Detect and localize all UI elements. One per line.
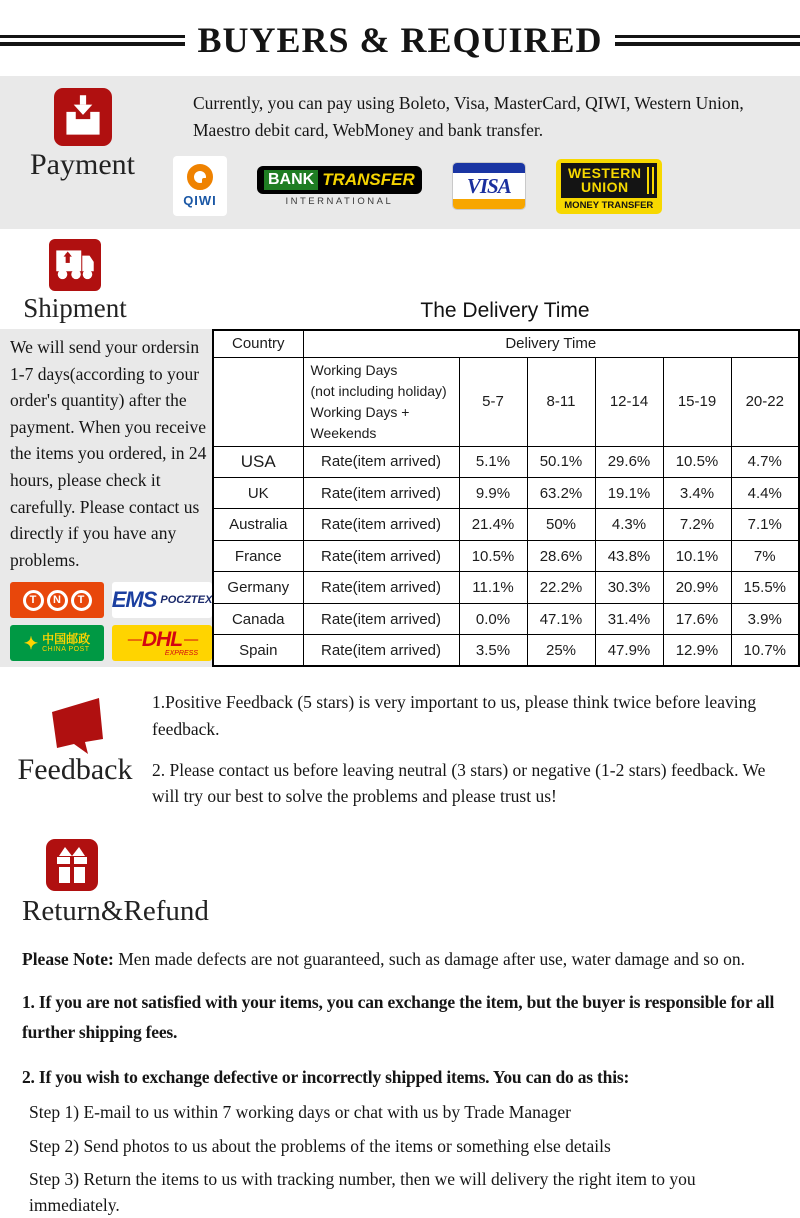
rate-value-cell: 3.9% xyxy=(731,603,799,634)
return-steps xyxy=(22,1100,780,1218)
rate-value-cell: 4.4% xyxy=(731,477,799,508)
payment-description: Currently, you can pay using Boleto, Visa, MasterCard, QIWI, Western Union, Maestro debit card, WebMoney and bank transfer. xyxy=(193,93,744,141)
rate-label-cell: Rate(item arrived) xyxy=(303,477,459,508)
rate-value-cell: 7% xyxy=(731,540,799,571)
return-step-2: Step 2) Send photos to us about the problems of the items or something else details xyxy=(29,1135,611,1156)
rate-label-cell: Rate(item arrived) xyxy=(303,635,459,667)
international-word: INTERNATIONAL xyxy=(285,195,394,207)
dhl-dash-icon: — xyxy=(127,631,140,647)
western-union-logo xyxy=(556,159,662,214)
rate-value-cell: 12.9% xyxy=(663,635,731,667)
visa-wordmark: VISA xyxy=(466,173,511,198)
dhl-wordmark: DHL xyxy=(141,628,183,652)
please-note-text: Men made defects are not guaranteed, such as damage after use, water damage and so on. xyxy=(113,949,746,970)
wu-bars-icon xyxy=(647,167,654,194)
shipment-header xyxy=(0,229,800,329)
bank-word: BANK xyxy=(264,170,318,190)
visa-orange-band xyxy=(453,199,525,209)
payment-content xyxy=(165,88,800,229)
feedback-section xyxy=(0,683,800,809)
country-cell: France xyxy=(213,540,303,571)
rate-value-cell: 15.5% xyxy=(731,572,799,603)
qiwi-logo xyxy=(173,156,227,216)
payment-left-column xyxy=(0,88,165,229)
wu-line1: WESTERN xyxy=(568,164,642,181)
tnt-letter: T xyxy=(23,590,44,611)
dhl-logo xyxy=(112,625,212,661)
delivery-time-table xyxy=(212,329,800,667)
rate-value-cell: 47.1% xyxy=(527,603,595,634)
pocztex-wordmark: POCZTEX xyxy=(160,594,212,607)
page-header xyxy=(0,16,800,64)
rate-value-cell: 3.5% xyxy=(459,635,527,667)
payment-label: Payment xyxy=(30,148,135,181)
please-note-label: Please Note: xyxy=(22,949,114,970)
qiwi-ring-icon xyxy=(187,164,213,190)
return-point-1: 1. If you are not satisfied with your items, you can exchange the item, but the buyer is responsible for all further shipping fees. xyxy=(22,991,775,1043)
bank-transfer-badge xyxy=(257,166,422,194)
download-tray-icon xyxy=(54,88,112,146)
rate-value-cell: 28.6% xyxy=(527,540,595,571)
rate-value-cell: 3.4% xyxy=(663,477,731,508)
truck-icon xyxy=(49,239,101,291)
rate-value-cell: 22.2% xyxy=(527,572,595,603)
header-double-rule-left xyxy=(0,35,185,46)
country-cell: Canada xyxy=(213,603,303,634)
china-post-emblem-icon: ✦ xyxy=(23,633,39,653)
tnt-letter: T xyxy=(71,590,92,611)
bank-transfer-logo xyxy=(257,166,422,207)
delivery-area xyxy=(0,329,800,667)
feedback-label: Feedback xyxy=(17,753,133,787)
rate-label-cell: Rate(item arrived) xyxy=(303,509,459,540)
country-cell: UK xyxy=(213,477,303,508)
rate-value-cell: 11.1% xyxy=(459,572,527,603)
payment-section xyxy=(0,76,800,229)
rate-value-cell: 4.3% xyxy=(595,509,663,540)
day-range-header: 5-7 xyxy=(459,357,527,446)
china-post-cn: 中国邮政 xyxy=(42,631,91,646)
country-cell: Australia xyxy=(213,509,303,540)
delivery-table-body xyxy=(213,446,799,666)
shipment-note-text: We will send your ordersin 1-7 days(according to your order's quantity) after the payment. When you receive the items you ordered, in 24 hours, please check it carefully. Please contact us directly if you have any problems. xyxy=(10,337,207,570)
rate-label-cell: Rate(item arrived) xyxy=(303,540,459,571)
shipment-note-panel xyxy=(0,329,212,667)
rate-value-cell: 10.1% xyxy=(663,540,731,571)
rate-label-cell: Rate(item arrived) xyxy=(303,603,459,634)
return-point-2: 2. If you wish to exchange defective or incorrectly shipped items. You can do as this: xyxy=(22,1066,630,1087)
please-note-line xyxy=(22,946,780,972)
rate-value-cell: 5.1% xyxy=(459,446,527,477)
feedback-content xyxy=(150,683,800,809)
shipment-left-column xyxy=(5,239,145,324)
wu-line2: UNION xyxy=(580,179,629,196)
feedback-bubble-icon xyxy=(44,695,106,759)
day-range-header: 20-22 xyxy=(731,357,799,446)
country-header: Country xyxy=(213,330,303,357)
table-row xyxy=(213,635,799,667)
table-row xyxy=(213,446,799,477)
rate-value-cell: 29.6% xyxy=(595,446,663,477)
rate-value-cell: 4.7% xyxy=(731,446,799,477)
table-row xyxy=(213,540,799,571)
country-cell: USA xyxy=(213,446,303,477)
western-union-badge xyxy=(561,163,657,198)
return-step-1: Step 1) E-mail to us within 7 working days or chat with us by Trade Manager xyxy=(29,1102,571,1123)
ems-pocztex-logo xyxy=(112,582,212,618)
visa-blue-band xyxy=(453,163,525,173)
table-row xyxy=(213,477,799,508)
dhl-dash-icon: — xyxy=(184,631,197,647)
table-row xyxy=(213,509,799,540)
payment-icon xyxy=(54,88,112,146)
rate-value-cell: 0.0% xyxy=(459,603,527,634)
rate-value-cell: 63.2% xyxy=(527,477,595,508)
return-refund-icon xyxy=(46,839,98,891)
table-row xyxy=(213,603,799,634)
rate-value-cell: 25% xyxy=(527,635,595,667)
carrier-logos xyxy=(10,582,210,661)
return-refund-content xyxy=(22,928,800,1218)
rate-value-cell: 7.1% xyxy=(731,509,799,540)
wu-subtitle: MONEY TRANSFER xyxy=(564,199,654,211)
rate-value-cell: 19.1% xyxy=(595,477,663,508)
gift-icon xyxy=(46,839,98,891)
delivery-time-title: The Delivery Time xyxy=(420,299,590,322)
delivery-time-header: Delivery Time xyxy=(303,330,799,357)
day-range-header: 8-11 xyxy=(527,357,595,446)
rate-value-cell: 20.9% xyxy=(663,572,731,603)
working-days-header: Working Days (not including holiday) Working Days + Weekends xyxy=(303,357,459,446)
day-range-header: 12-14 xyxy=(595,357,663,446)
rate-value-cell: 50% xyxy=(527,509,595,540)
rate-value-cell: 10.5% xyxy=(459,540,527,571)
rate-value-cell: 10.7% xyxy=(731,635,799,667)
transfer-word: TRANSFER xyxy=(322,169,415,189)
header-double-rule-right xyxy=(615,35,800,46)
rate-value-cell: 17.6% xyxy=(663,603,731,634)
feedback-point-2: 2. Please contact us before leaving neutral (3 stars) or negative (1-2 stars) feedback. We will try our best to solve the problems and please trust us! xyxy=(152,759,766,807)
rate-value-cell: 21.4% xyxy=(459,509,527,540)
feedback-point-1: 1.Positive Feedback (5 stars) is very important to us, please think twice before leaving feedback. xyxy=(152,692,757,739)
rate-label-cell: Rate(item arrived) xyxy=(303,572,459,603)
rate-value-cell: 47.9% xyxy=(595,635,663,667)
rate-value-cell: 10.5% xyxy=(663,446,731,477)
rate-label-cell: Rate(item arrived) xyxy=(303,446,459,477)
day-range-header: 15-19 xyxy=(663,357,731,446)
qiwi-wordmark: QIWI xyxy=(183,193,217,209)
return-step-3: Step 3) Return the items to us with tracking number, then we will delivery the right item to you immediately. xyxy=(29,1169,696,1215)
feedback-left-column xyxy=(0,683,150,809)
return-refund-label: Return&Refund xyxy=(22,895,209,928)
page-title: BUYERS & REQUIRED xyxy=(197,20,603,60)
shipment-label: Shipment xyxy=(23,293,127,323)
visa-logo xyxy=(452,162,526,210)
dhl-express: EXPRESS xyxy=(164,650,198,658)
payment-logos-row xyxy=(173,156,790,216)
china-post-logo xyxy=(10,625,104,661)
rate-value-cell: 9.9% xyxy=(459,477,527,508)
rate-value-cell: 30.3% xyxy=(595,572,663,603)
country-cell: Germany xyxy=(213,572,303,603)
rate-value-cell: 7.2% xyxy=(663,509,731,540)
rate-value-cell: 43.8% xyxy=(595,540,663,571)
ems-wordmark: EMS xyxy=(112,587,157,613)
return-refund-section xyxy=(0,839,800,1218)
rate-value-cell: 50.1% xyxy=(527,446,595,477)
rate-value-cell: 31.4% xyxy=(595,603,663,634)
tnt-logo xyxy=(10,582,104,618)
empty-header-cell xyxy=(213,357,303,446)
table-row xyxy=(213,572,799,603)
country-cell: Spain xyxy=(213,635,303,667)
shipment-icon xyxy=(49,239,101,291)
tnt-letter: N xyxy=(47,590,68,611)
china-post-en: CHINA POST xyxy=(42,646,90,654)
